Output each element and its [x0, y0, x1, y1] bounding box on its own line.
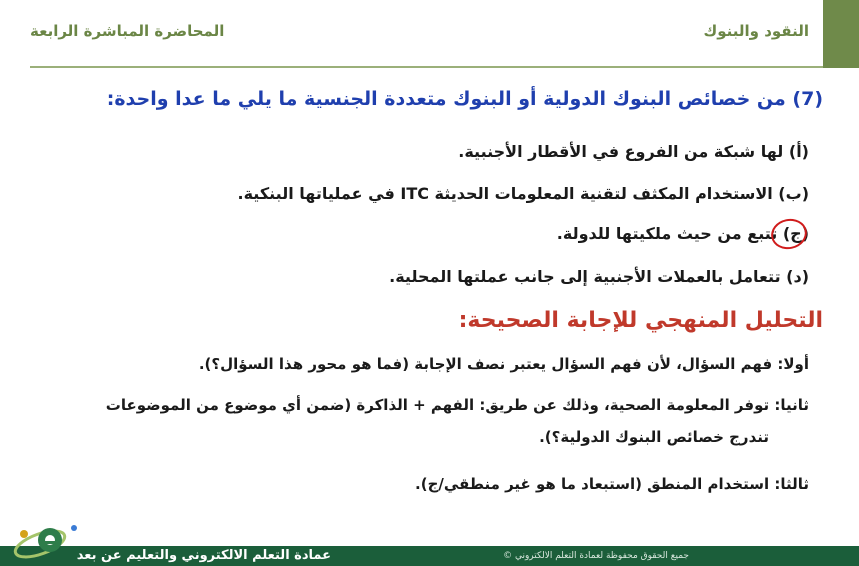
- option-b: (ب) الاستخدام المكثف لتقنية المعلومات الحديثة ITC في عملياتها البنكية.: [237, 184, 809, 203]
- lecture-title: المحاضرة المباشرة الرابعة: [30, 22, 225, 40]
- deanship-logo-icon: [10, 514, 88, 562]
- option-a: (أ) لها شبكة من الفروع في الأقطار الأجنبية.: [458, 142, 809, 161]
- header-divider: [30, 66, 823, 68]
- question-title: (7) من خصائص البنوك الدولية أو البنوك متعددة الجنسية ما يلي ما عدا واحدة:: [106, 88, 823, 110]
- analysis-step-2-continued: تندرج خصائص البنوك الدولية؟).: [539, 428, 769, 446]
- analysis-step-1: أولا: فهم السؤال، لأن فهم السؤال يعتبر نصف الإجابة (فما هو محور هذا السؤال؟).: [198, 355, 809, 373]
- analysis-step-2: ثانيا: توفر المعلومة الصحية، وذلك عن طريق: الفهم + الذاكرة (ضمن أي موضوع من الموضوعات: [105, 396, 809, 414]
- footer-copyright: جميع الحقوق محفوظة لعمادة التعلم الالكتروني ©: [503, 551, 689, 561]
- analysis-heading: التحليل المنهجي للإجابة الصحيحة:: [458, 308, 823, 333]
- course-title: النقود والبنوك: [703, 22, 809, 40]
- footer-deanship-text: عمادة التعلم الالكتروني والتعليم عن بعد: [76, 548, 331, 563]
- header-accent-bar: [823, 0, 859, 68]
- answer-circle-mark: [768, 216, 809, 253]
- analysis-step-3: ثالثا: استخدام المنطق (استبعاد ما هو غير منطقي/ج).: [415, 475, 809, 493]
- footer-bar: [0, 546, 859, 566]
- option-c: (ج) تتبع من حيث ملكيتها للدولة.: [556, 224, 809, 243]
- option-d: (د) تتعامل بالعملات الأجنبية إلى جانب عملتها المحلية.: [389, 267, 809, 286]
